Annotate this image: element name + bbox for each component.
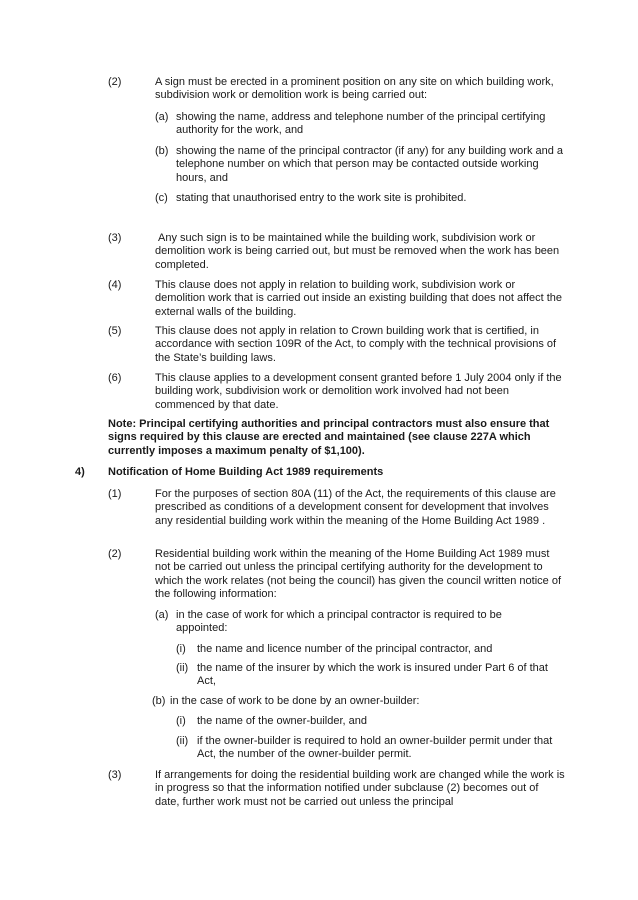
subclause-text: stating that unauthorised entry to the work site is prohibited.	[176, 192, 467, 204]
subclause-text: in the case of work for which a principal contractor is required to be appointed:	[176, 609, 502, 635]
clause-text: A sign must be erected in a prominent position on any site on which building work, subdivision work or demolition work is being carried out:	[155, 76, 554, 102]
item-text: the name of the owner-builder, and	[197, 715, 368, 727]
clause-text: This clause does not apply in relation to building work, subdivision work or demolition work that is carried out inside an existing building that does not affect the external walls of the building.	[155, 279, 563, 318]
clause-text: If arrangements for doing the residential building work are changed while the work is in progress so that the information notified under subclause (2) becomes out of date, further work must not be carried out unless the principal	[155, 769, 565, 808]
note: Note: Principal certifying authorities and principal contractors must also ensure that signs required by this clause are erected and maintained (see clause 227A which currently imposes a maximum penalty of $1,100).	[108, 418, 550, 457]
clause-text: For the purposes of section 80A (11) of the Act, the requirements of this clause are prescribed as conditions of a development consent for development that involves any residential building work within the meaning of the Home Building Act 1989 .	[155, 488, 556, 527]
clause-number: (3)	[108, 232, 122, 244]
subclause-label: (c)	[155, 192, 168, 204]
clause-number: (2)	[108, 548, 122, 560]
clause-number: (5)	[108, 325, 122, 337]
subclause-text: showing the name, address and telephone number of the principal certifying authority for the work, and	[176, 111, 546, 137]
item-text: if the owner-builder is required to hold an owner-builder permit under that Act, the number of the owner-builder permit.	[197, 735, 553, 761]
clause-number: (2)	[108, 76, 122, 88]
clause-text: This clause applies to a development consent granted before 1 July 2004 only if the building work, subdivision work or demolition work involved had not been commenced by that date.	[155, 372, 562, 411]
item-label: (i)	[176, 715, 186, 727]
item-label: (i)	[176, 643, 186, 655]
subclause-text: showing the name of the principal contractor (if any) for any building work and a telephone number on which that person may be contacted outside working hours, and	[176, 145, 564, 184]
clause-text: Any such sign is to be maintained while the building work, subdivision work or demolition work is being carried out, but must be removed when the work has been completed.	[155, 232, 560, 271]
clause-text: This clause does not apply in relation to Crown building work that is certified, in accordance with section 109R of the Act, to comply with the technical provisions of the State’s building laws.	[155, 325, 557, 364]
item-label: (ii)	[176, 735, 189, 747]
section-heading: Notification of Home Building Act 1989 requirements	[108, 466, 384, 478]
clause-number: (6)	[108, 372, 122, 384]
subclause-label: (b)	[155, 145, 169, 157]
clause-number: (3)	[108, 769, 122, 781]
subclause-label: (b)	[152, 695, 166, 707]
clause-text: Residential building work within the meaning of the Home Building Act 1989 must not be carried out unless the principal certifying authority for the development to which the work relates (not being the council) has given the council written notice of the following information:	[155, 548, 561, 601]
clause-number: (1)	[108, 488, 122, 500]
clause-number: (4)	[108, 279, 122, 291]
subclause-label: (a)	[155, 111, 169, 123]
subclause-label: (a)	[155, 609, 169, 621]
item-label: (ii)	[176, 662, 189, 674]
subclause-text: in the case of work to be done by an owner-builder:	[170, 695, 420, 707]
section-number: 4)	[75, 466, 85, 478]
item-text: the name of the insurer by which the work is insured under Part 6 of that Act,	[197, 662, 548, 688]
item-text: the name and licence number of the principal contractor, and	[197, 643, 493, 655]
